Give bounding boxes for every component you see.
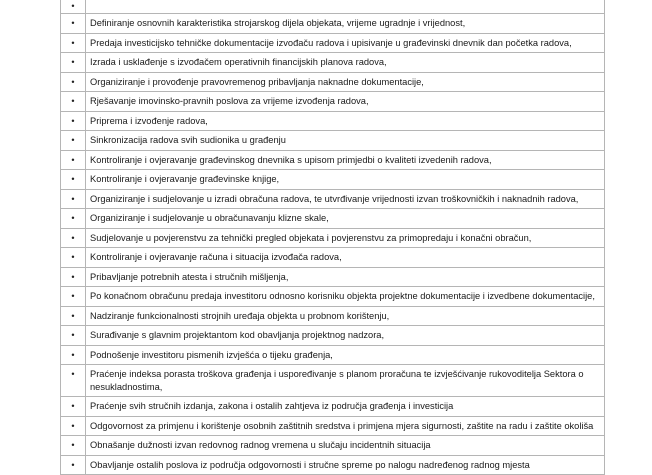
bullet-icon: • [61, 345, 86, 365]
bullet-icon: • [61, 455, 86, 475]
duty-text: Podnošenje investitoru pismenih izvješća o tijeku građenja, [86, 345, 605, 365]
duty-row [61, 248, 605, 268]
duty-row [61, 326, 605, 346]
bullet-icon: • [61, 365, 86, 397]
duty-text: Praćenje indeksa porasta troškova građenja i uspoređivanje s planom proračuna te izvješćivanje rukovoditelja Sektora o nesukladnostima, [86, 365, 605, 397]
duty-text: Priprema i izvođenje radova, [86, 111, 605, 131]
duty-text: Sudjelovanje u povjerenstvu za tehnički pregled objekata i povjerenstvu za primopredaju i konačni obračun, [86, 228, 605, 248]
duty-row [61, 33, 605, 53]
duty-text: Surađivanje s glavnim projektantom kod obavljanja projektnog nadzora, [86, 326, 605, 346]
duty-text: Organiziranje i provođenje pravovremenog pribavljanja naknadne dokumentacije, [86, 72, 605, 92]
duty-row [61, 416, 605, 436]
duty-row [61, 170, 605, 190]
bullet-icon: • [61, 267, 86, 287]
duty-row [61, 397, 605, 417]
bullet-icon: • [61, 189, 86, 209]
bullet-icon: • [61, 248, 86, 268]
duty-row [61, 150, 605, 170]
duty-row [61, 345, 605, 365]
bullet-icon: • [61, 0, 86, 14]
duty-text: Kontroliranje i ovjeravanje građevinskog dnevnika s upisom primjedbi o kvaliteti izvedenih radova, [86, 150, 605, 170]
duty-row [61, 189, 605, 209]
duty-text: Kontroliranje i ovjeravanje računa i situacija izvođača radova, [86, 248, 605, 268]
bullet-icon: • [61, 72, 86, 92]
bullet-icon: • [61, 326, 86, 346]
bullet-icon: • [61, 150, 86, 170]
bullet-icon: • [61, 53, 86, 73]
duty-text: Nadziranje funkcionalnosti strojnih uređaja objekta u probnom korištenju, [86, 306, 605, 326]
duty-row [61, 72, 605, 92]
duty-text: Pribavljanje potrebnih atesta i stručnih mišljenja, [86, 267, 605, 287]
duty-text [86, 0, 605, 14]
duty-row [61, 131, 605, 151]
duty-text: Praćenje svih stručnih izdanja, zakona i ostalih zahtjeva iz područja građenja i investicija [86, 397, 605, 417]
duty-row [61, 228, 605, 248]
bullet-icon: • [61, 209, 86, 229]
duty-text: Organiziranje i sudjelovanje u obračunavanju klizne skale, [86, 209, 605, 229]
duty-row [61, 287, 605, 307]
duty-row [61, 92, 605, 112]
bullet-icon: • [61, 170, 86, 190]
bullet-icon: • [61, 14, 86, 34]
duty-row [61, 306, 605, 326]
bullet-icon: • [61, 111, 86, 131]
duty-text: Kontroliranje i ovjeravanje građevinske knjige, [86, 170, 605, 190]
bullet-icon: • [61, 436, 86, 456]
bullet-icon: • [61, 228, 86, 248]
duty-text: Odgovornost za primjenu i korištenje osobnih zaštitnih sredstva i primjena mjera sigurnosti, zaštite na radu i zaštite okoliša [86, 416, 605, 436]
duty-text: Predaja investicijsko tehničke dokumentacije izvođaču radova i upisivanje u građevinski dnevnik dan početka radova, [86, 33, 605, 53]
duty-text: Izrada i usklađenje s izvođačem operativnih financijskih planova radova, [86, 53, 605, 73]
duty-row [61, 14, 605, 34]
bullet-icon: • [61, 287, 86, 307]
duty-text: Definiranje osnovnih karakteristika strojarskog dijela objekata, vrijeme ugradnje i vrijednost, [86, 14, 605, 34]
bullet-icon: • [61, 92, 86, 112]
duty-text: Sinkronizacija radova svih sudionika u građenju [86, 131, 605, 151]
duty-text: Po konačnom obračunu predaja investitoru odnosno korisniku objekta projektne dokumentacije i izvedbene dokumentacije, [86, 287, 605, 307]
duties-table [60, 0, 605, 475]
duty-text: Organiziranje i sudjelovanje u izradi obračuna radova, te utvrđivanje vrijednosti izvan troškovničkih i naknadnih radova, [86, 189, 605, 209]
duty-row [61, 267, 605, 287]
bullet-icon: • [61, 306, 86, 326]
duties-table-body [61, 0, 605, 475]
bullet-icon: • [61, 131, 86, 151]
duty-row [61, 455, 605, 475]
duty-row [61, 111, 605, 131]
duty-text: Rješavanje imovinsko-pravnih poslova za vrijeme izvođenja radova, [86, 92, 605, 112]
duty-text: Obavljanje ostalih poslova iz područja odgovornosti i stručne spreme po nalogu nadređenog radnog mjesta [86, 455, 605, 475]
duty-row [61, 209, 605, 229]
duty-text: Obnašanje dužnosti izvan redovnog radnog vremena u slučaju incidentnih situacija [86, 436, 605, 456]
bullet-icon: • [61, 416, 86, 436]
duty-row [61, 53, 605, 73]
duty-row [61, 365, 605, 397]
duty-row [61, 0, 605, 14]
bullet-icon: • [61, 33, 86, 53]
bullet-icon: • [61, 397, 86, 417]
duty-row [61, 436, 605, 456]
